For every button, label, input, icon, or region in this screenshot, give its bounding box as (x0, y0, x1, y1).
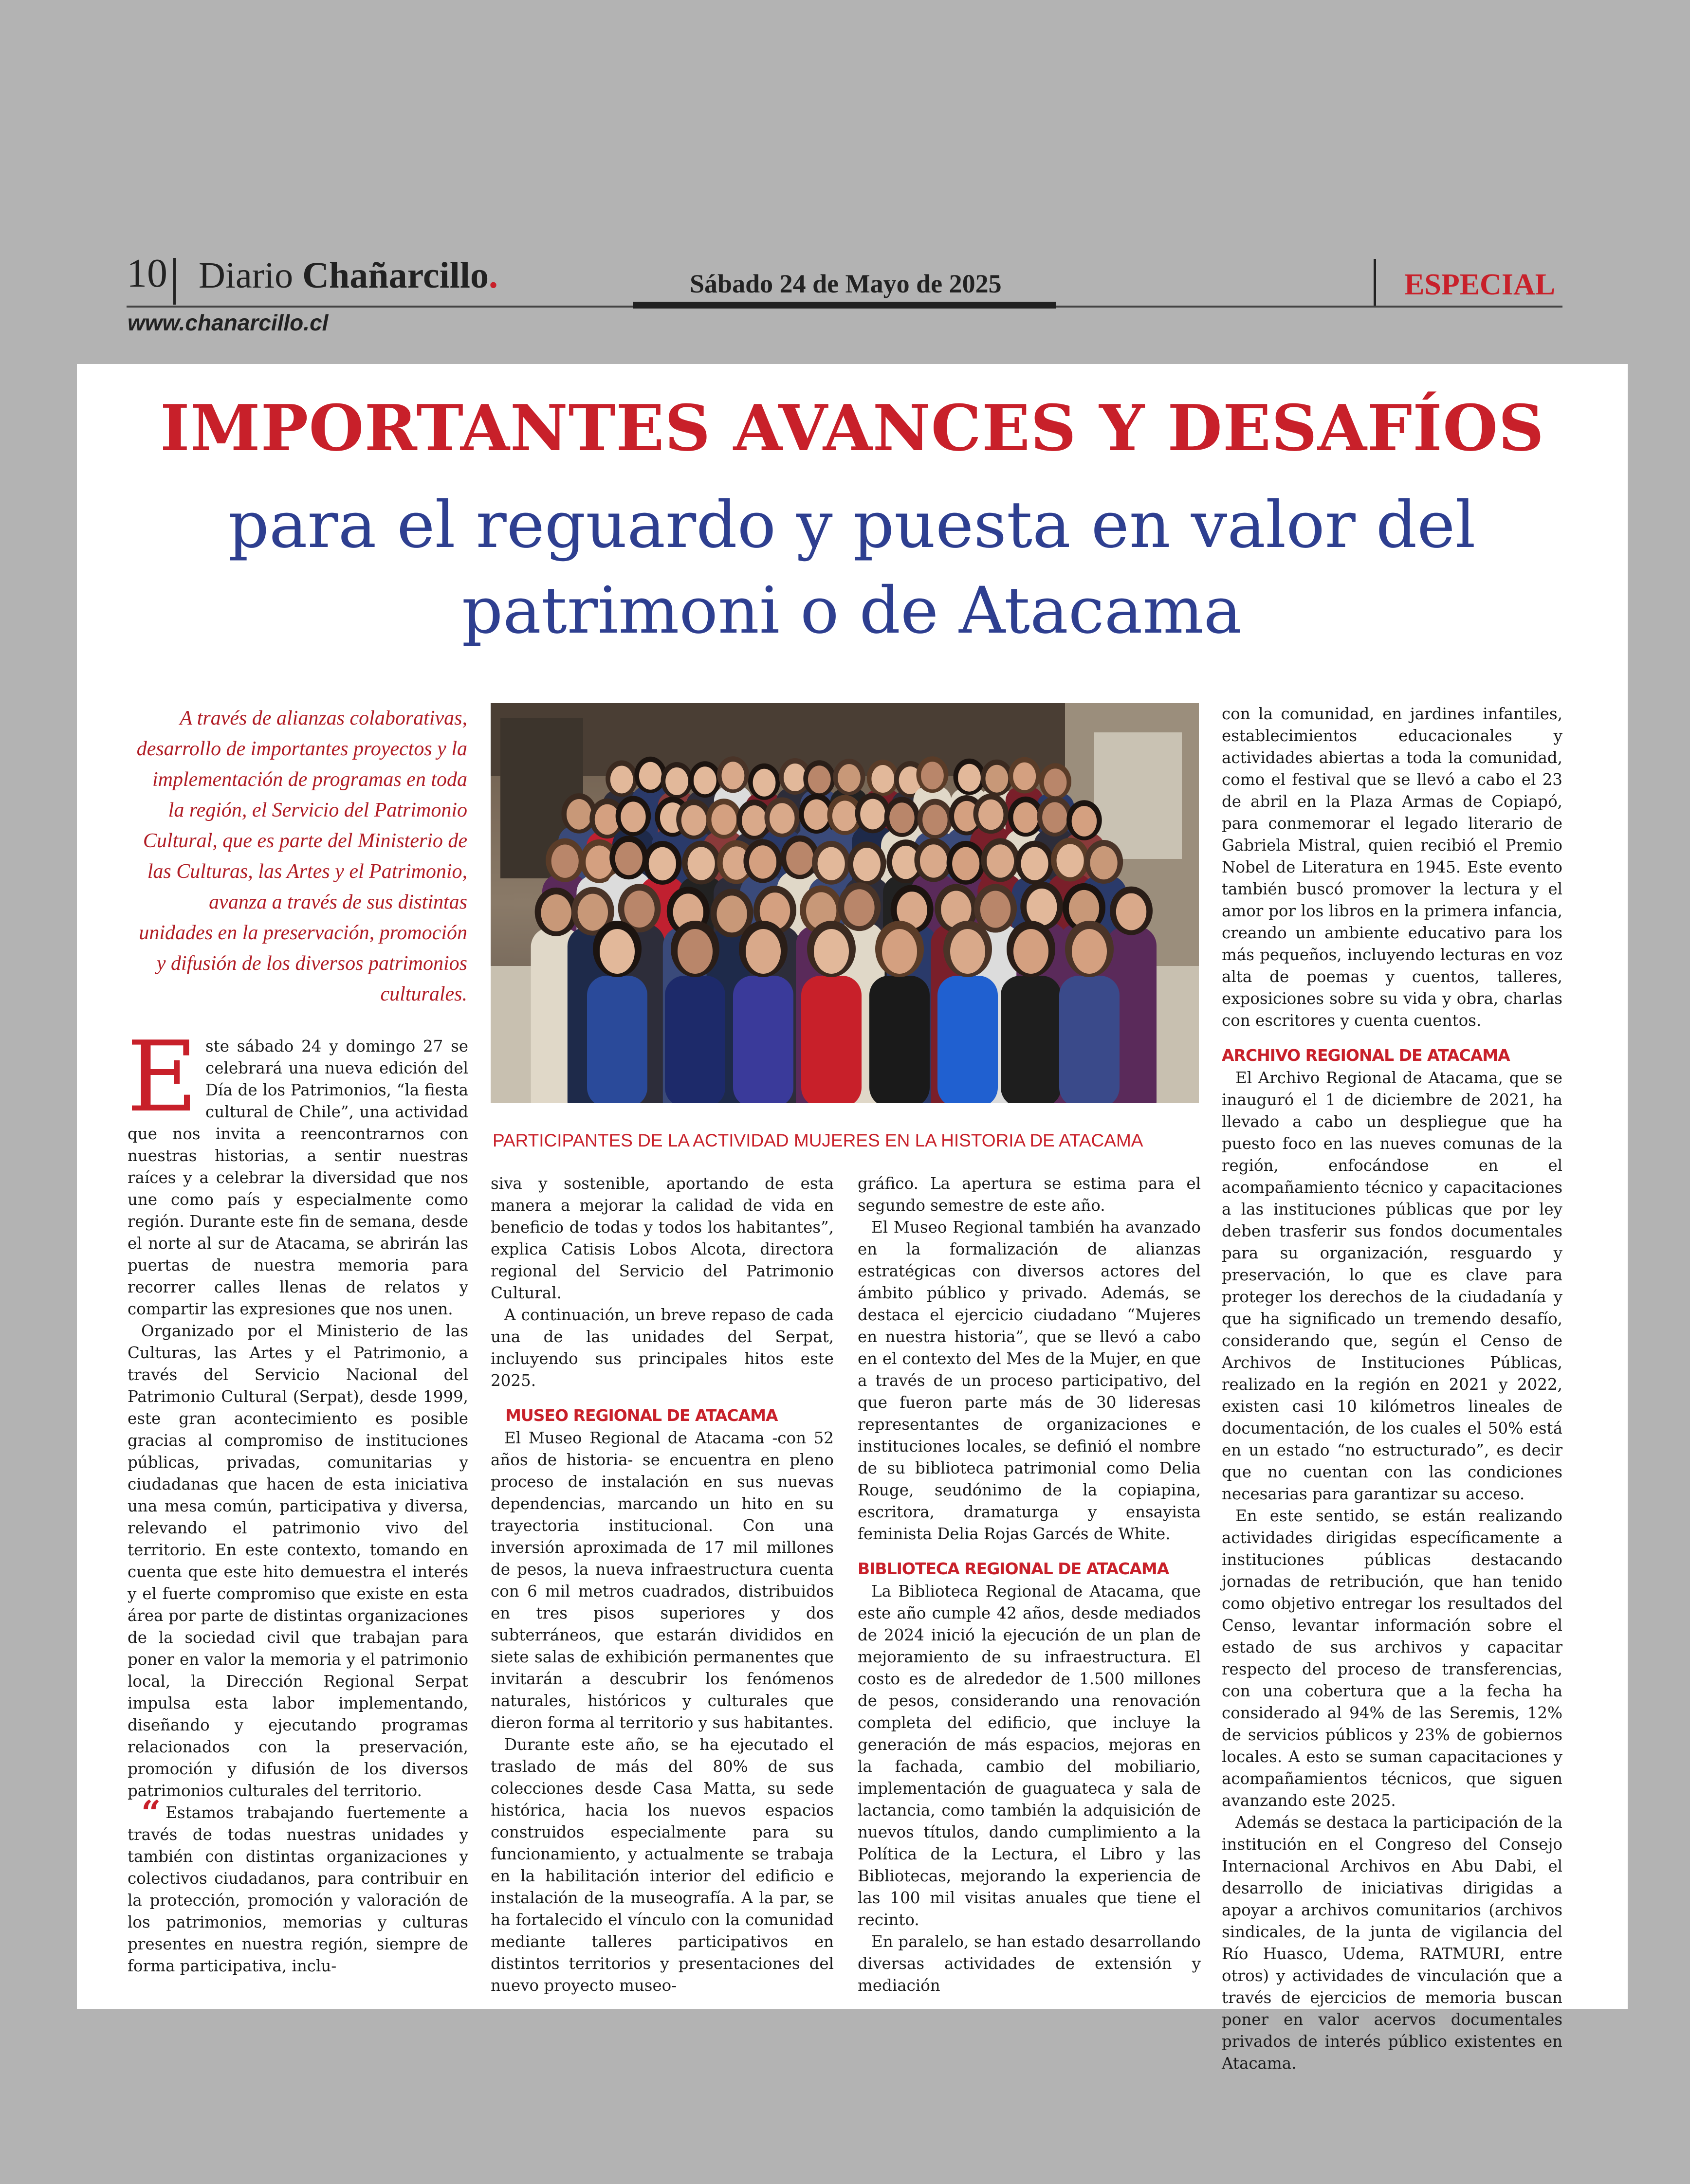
drop-cap: E (127, 1020, 198, 1134)
header-divider (173, 258, 176, 305)
paragraph: A continuación, un breve repaso de cada una de las unidades del Serpat, incluyendo sus principales hitos este 2025. (491, 1306, 834, 1390)
paragraph: Durante este año, se ha ejecutado el traslado de más del 80% de sus colecciones desde Casa Matta, su sede histórica, hacia los nuevos espacios construidos especialmente para su funcionamiento, y actualmente se trabaja en la habilitación interior del edificio e instalación de la museografía. A la par, se ha fortalecido el vínculo con la comunidad mediante talleres participativos en distintos territorios y presentaciones del nuevo proyecto museo- (491, 1735, 834, 1995)
header-rule-thick (633, 302, 1056, 309)
section-divider (1374, 259, 1376, 306)
article-column-4 (1222, 703, 1562, 2075)
newspaper-name-light: Diario (199, 255, 303, 296)
article-headline: IMPORTANTES AVANCES Y DESAFÍOS (160, 391, 1545, 465)
section-subhead: ARCHIVO REGIONAL DE ATACAMA (1222, 1046, 1510, 1065)
paragraph: El Museo Regional también ha avanzado en la formalización de alianzas estratégicas con diversos actores del ámbito público y privado. Además, se destaca el ejercicio ciudadano “Mujeres en nuestra historia”, que se llevó a cabo en el contexto del Mes de la Mujer, en que a través de un proceso participativo, del que fueron parte más de 30 lideresas representantes de organizaciones e instituciones locales, se definió el nombre de su biblioteca patrimonial como Delia Rouge, seudónimo de la copiapina, escritora, dramaturga y ensayista feminista Delia Rojas Garcés de White. (858, 1218, 1201, 1543)
newspaper-name-dot: . (489, 255, 498, 296)
paragraph: Además se destaca la participación de la institución en el Congreso del Consejo Internacional Archivos en Abu Dabi, el desarrollo de iniciativas dirigidas a apoyar a archivos comunitarios (archivos sindicales, de la junta de vigilancia del Río Huasco, Udema, RATMURI, entre otros) y actividades de vinculación que a través de ejercicios de memoria buscan poner en valor acervos documentales privados de interés público existentes en Atacama. (1222, 1813, 1562, 2073)
newspaper-name (199, 257, 498, 294)
paragraph: El Museo Regional de Atacama -con 52 años de historia- se encuentra en pleno proceso de instalación en sus nuevas dependencias, marcando un hito en su trayectoria institucional. Con una inversión aproximada de 17 mil millones de pesos, la nueva infraestructura cuenta con 6 mil metros cuadrados, distribuidos en tres pisos superiores y dos subterráneos, que estarán divididos en siete salas de exhibición permanentes que invitarán a descubrir los fenómenos naturales, históricos y culturales que dieron forma al territorio y sus habitantes. (491, 1429, 834, 1732)
paragraph: En este sentido, se están realizando actividades dirigidas específicamente a instituciones públicas destacando jornadas de retribución, que han tenido como objetivo entregar los resultados del Censo, levantar información sobre el estado de sus archivos y capacitar respecto del proceso de transferencias, con una cobertura que a la fecha ha considerado al 94% de las Seremis, 12% de servicios públicos y 23% de gobiernos locales. A esto se suman capacitaciones y acompañamientos técnicos, que siguen avanzando este 2025. (1222, 1507, 1562, 1810)
paragraph (127, 1020, 468, 1320)
paragraph-text: ste sábado 24 y domingo 27 se celebrará una nueva edición del Día de los Patrimonios, “la fiesta cultural de Chile”, una actividad que nos invita a reencontrarnos con nuestras historias, a sentir nuestras raíces y a celebrar la diversidad que nos une como país y especialmente como región. Durante este fin de semana, desde el norte al sur de Atacama, se abrirán las puertas de nuestra memoria para recorrer calles llenas de relatos y compartir las expresiones que nos unen. (128, 1037, 468, 1318)
article-column-3 (858, 1173, 1201, 1997)
group-photo (491, 703, 1199, 1103)
section-subhead: MUSEO REGIONAL DE ATACAMA (505, 1406, 778, 1425)
quote-text: Estamos trabajando fuertemente a través de todas nuestras unidades y también con distintas organizaciones y colectivos ciudadanos, para contribuir en la protección, promoción y valoración de los patrimonios, memorias y culturas presentes en nuestra región, siempre de forma participativa, inclu- (128, 1803, 468, 1975)
article-column-1 (127, 1020, 468, 1977)
paragraph: En paralelo, se han estado desarrollando diversas actividades de extensión y mediación (858, 1932, 1201, 1995)
page-number: 10 (127, 251, 167, 296)
section-subhead: BIBLIOTECA REGIONAL DE ATACAMA (858, 1559, 1169, 1578)
article-column-2 (491, 1173, 834, 1997)
website-url: www.chanarcillo.cl (128, 310, 329, 335)
photo-caption: PARTICIPANTES DE LA ACTIVIDAD MUJERES EN LA HISTORIA DE ATACAMA (493, 1130, 1143, 1150)
section-label: ESPECIAL (1404, 268, 1556, 301)
paragraph: Organizado por el Ministerio de las Culturas, las Artes y el Patrimonio, a través del Servicio Nacional del Patrimonio Cultural (Serpat), desde 1999, este gran acontecimiento es posible gracias al compromiso de instituciones públicas, privadas, comunitarias y ciudadanas que hacen de esta iniciativa una mesa común, participativa y diversa, relevando el patrimonio vivo del territorio. En este contexto, tomando en cuenta que este hito demuestra el interés y el fuerte compromiso que existe en esta área por parte de distintas organizaciones de la sociedad civil que trabajan para poner en valor la memoria y el patrimonio local, la Dirección Regional Serpat impulsa esta labor implementando, diseñando y ejecutando programas relacionados con la preservación, promoción y difusión de los diversos patrimonios culturales del territorio. (128, 1322, 468, 1800)
paragraph: siva y sostenible, aportando de esta manera a mejorar la calidad de vida en beneficio de todas y todos los habitantes”, explica Catisis Lobos Alcota, directora regional del Servicio del Patrimonio Cultural. (491, 1174, 834, 1302)
article-subheadline: para el reguardo y puesta en valor del patrimoni o de Atacama (228, 488, 1476, 648)
quote-paragraph (128, 1793, 468, 1977)
paragraph: con la comunidad, en jardines infantiles, establecimientos educacionales y actividades abiertas a toda la comunidad, como el festival que se llevó a cabo el 23 de abril en la Plaza Armas de Copiapó, para conmemorar el legado literario de Gabriela Mistral, quien recibió el Premio Nobel de Literatura en 1945. Este evento también buscó promover la lectura y el amor por los libros en la primera infancia, creando un ambiente educativo para los más pequeños, incluyendo lecturas en voz alta de poemas y cuentos, talleres, exposiciones sobre su vida y obra, charlas con escritores y cuenta cuentos. (1222, 705, 1562, 1030)
paragraph: El Archivo Regional de Atacama, que se inauguró el 1 de diciembre de 2021, ha llevado a cabo un despliegue que ha puesto foco en las nueves comunas de la región, enfocándose en el acompañamiento técnico y capacitaciones a las instituciones públicas que por ley deben trasferir sus fondos documentales para su organización, resguardo y preservación, lo que es clave para proteger los derechos de la ciudadanía y que ha significado un tremendo desafío, considerando que, según el Censo de Archivos de Instituciones Públicas, realizado en la región en 2021 y 2022, existen casi 10 kilómetros lineales de documentación, de los cuales el 50% está en un estado “no estructurado”, es decir que no cuentan con las condiciones necesarias para garantizar su acceso. (1222, 1069, 1562, 1503)
quote-mark-icon: “ (141, 1793, 161, 1833)
article-lede: A través de alianzas colaborativas, desarrollo de importantes proyectos y la implementación de programas en toda la región, el Servicio del Patrimonio Cultural, que es parte del Ministerio de las Culturas, las Artes y el Patrimonio, avanza a través de sus distintas unidades en la preservación, promoción y difusión de los diversos patrimonios culturales. (136, 707, 467, 1005)
issue-date: Sábado 24 de Mayo de 2025 (690, 269, 1002, 298)
newspaper-name-bold: Chañarcillo (302, 255, 489, 296)
paragraph: La Biblioteca Regional de Atacama, que este año cumple 42 años, desde mediados de 2024 inició la ejecución de un plan de mejoramiento de su infraestructura. El costo es de alrededor de 1.500 millones de pesos, considerando una renovación completa del edificio, que incluye la generación de más espacios, mejoras en la fachada, cambio del mobiliario, implementación de guaguateca y sala de lactancia, como también la adquisición de nuevos títulos, dando cumplimiento a la Política de la Lectura, el Libro y las Bibliotecas, mejorando la experiencia de las 100 mil visitas anuales que tiene el recinto. (858, 1582, 1201, 1929)
paragraph: gráfico. La apertura se estima para el segundo semestre de este año. (858, 1174, 1201, 1215)
